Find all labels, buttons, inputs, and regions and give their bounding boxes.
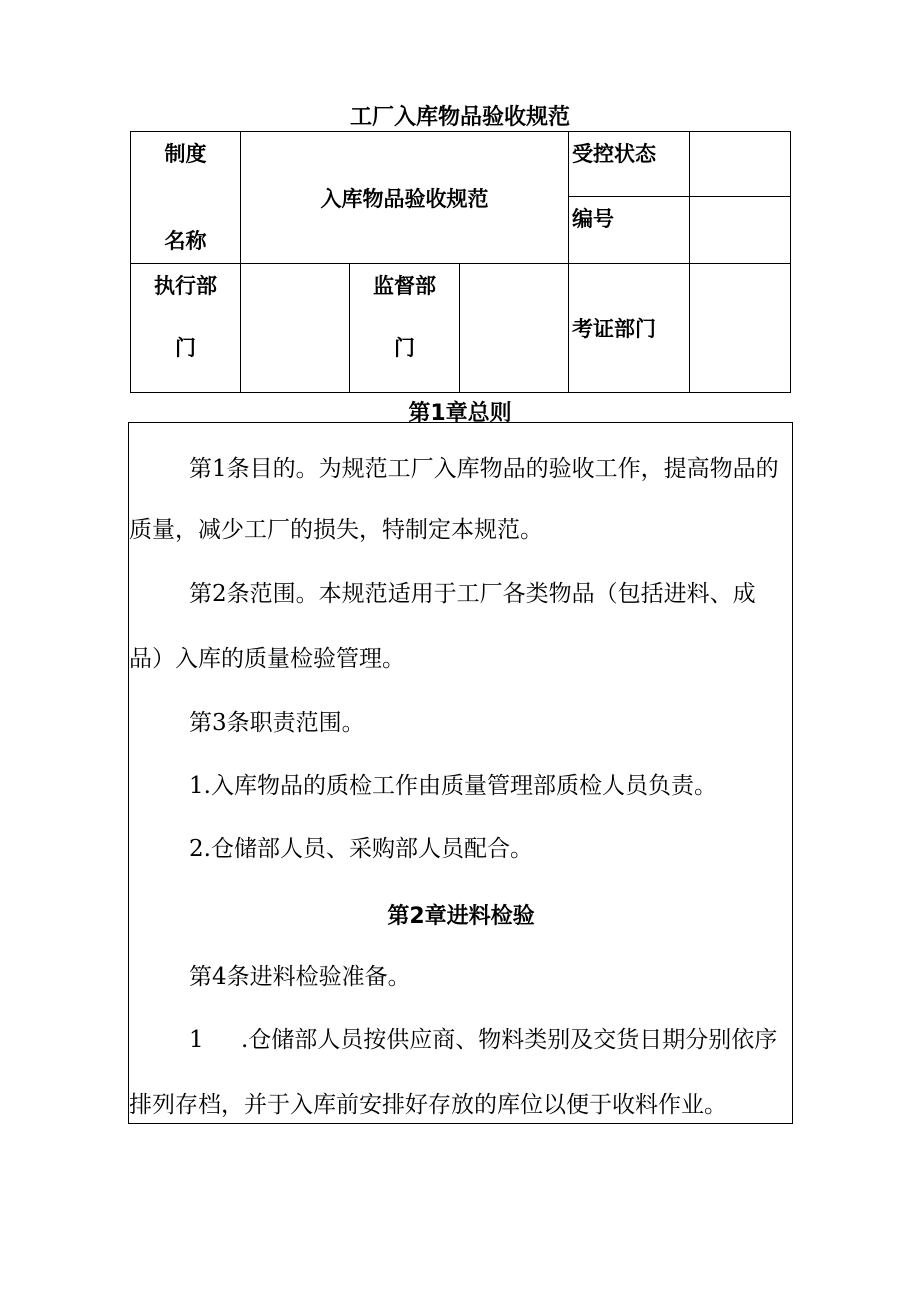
article-2-line2: 品）入库的质量检验管理。 (129, 646, 405, 672)
article-1-line1: 第1条目的。为规范工厂入库物品的验收工作，提高物品的 (189, 456, 779, 482)
verify-dept-value[interactable] (689, 264, 790, 393)
article-3 (129, 709, 792, 737)
exec-dept-label-line1: 执行部 (154, 274, 218, 298)
article-2-line1: 第2条范围。本规范适用于工厂各类物品（包括进料、成 (189, 581, 756, 607)
article-4 (129, 963, 792, 991)
supervise-dept-label-cell (349, 264, 459, 393)
system-name-label-line2: 名称 (164, 229, 207, 253)
control-status-value[interactable] (689, 132, 790, 197)
article-4-text: 第4条进料检验准备。 (189, 964, 411, 990)
article-3-item-2 (129, 835, 792, 863)
article-3-text: 第3条职责范围。 (189, 710, 365, 736)
number-value[interactable] (689, 197, 790, 264)
verify-dept-label: 考证部门 (568, 264, 689, 393)
exec-dept-label-cell (131, 264, 241, 393)
article-3-item-2-text: 2.仓储部人员、采购部人员配合。 (189, 836, 533, 862)
supervise-dept-label-line1: 监督部 (373, 274, 437, 298)
article-1-cont (129, 516, 792, 544)
exec-dept-label-line2: 门 (175, 336, 197, 360)
article-4-item-1-line1: .仓储部人员按供应商、物料类别及交货日期分别依序 (241, 1027, 778, 1053)
article-4-item-1-number: 1 (189, 1027, 204, 1053)
system-name-label-cell (131, 132, 241, 264)
article-1-line2: 质量，减少工厂的损失，特制定本规范。 (129, 517, 543, 543)
chapter-1-heading: 第1章总则 (408, 401, 512, 426)
content-box (128, 422, 793, 1124)
article-4-item-1-line2: 排列存档，并于入库前安排好存放的库位以便于收料作业。 (129, 1092, 727, 1118)
article-3-item-1-text: 1.入库物品的质检工作由质量管理部质检人员负责。 (189, 773, 717, 799)
exec-dept-value[interactable] (241, 264, 350, 393)
article-2 (129, 580, 792, 608)
article-4-item-1 (129, 1026, 792, 1054)
number-label: 编号 (568, 197, 689, 264)
document-title: 工厂入库物品验收规范 (349, 105, 570, 130)
article-4-item-1-cont (129, 1091, 792, 1119)
document-info-table (130, 131, 791, 393)
article-2-cont (129, 645, 792, 673)
system-name-value: 入库物品验收规范 (241, 132, 569, 264)
system-name-label-line1: 制度 (164, 142, 207, 166)
supervise-dept-label-line2: 门 (394, 336, 416, 360)
article-1 (129, 455, 792, 483)
control-status-label: 受控状态 (568, 132, 689, 197)
article-3-item-1 (129, 772, 792, 800)
supervise-dept-value[interactable] (460, 264, 569, 393)
chapter-2-heading: 第2章进料检验 (387, 904, 535, 929)
